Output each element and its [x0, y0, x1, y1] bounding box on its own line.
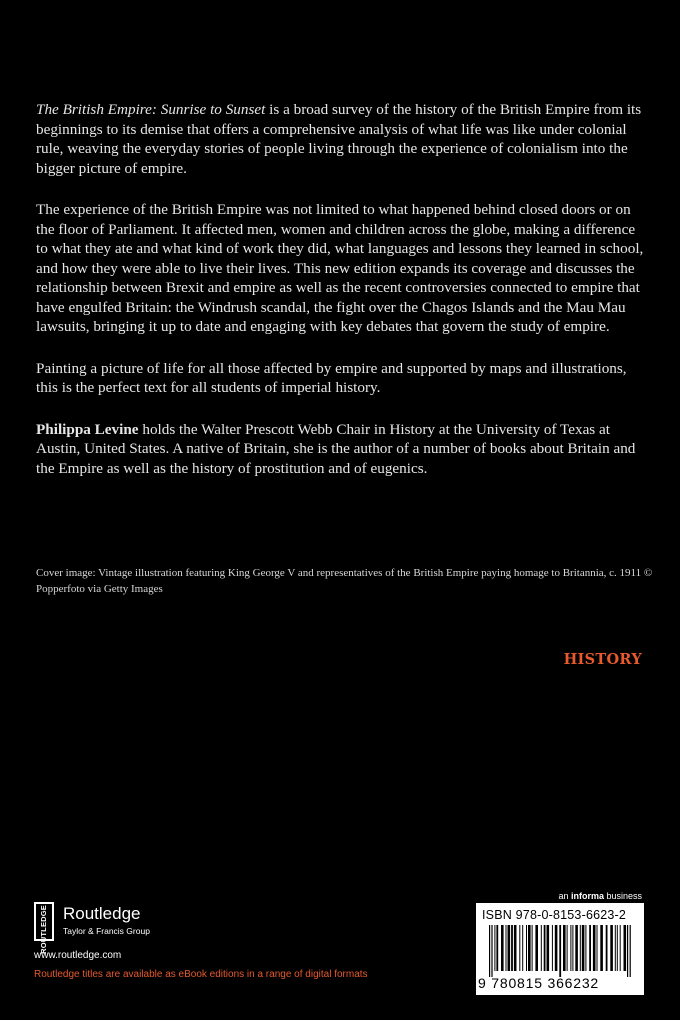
- blurb-paragraph-1-text: is a broad survey of the history of the British Empire from its beginnings to its demise that offers a comprehensive analysis of what life was like under colonial rule, weaving the everyday stories of people living through the experience of colonialism into the bigger picture of empire.: [36, 101, 642, 177]
- barcode-bar: [555, 925, 558, 971]
- blurb-paragraph-3: Painting a picture of life for all those affected by empire and supported by maps and illustrations, this is the perfect text for all students of imperial history.: [36, 359, 627, 396]
- barcode-bar: [617, 925, 618, 971]
- barcode-bar: [570, 925, 571, 971]
- barcode-bar: [506, 925, 507, 971]
- barcode-bar: [585, 925, 586, 971]
- isbn-label: ISBN 978-0-8153-6623-2: [482, 908, 627, 922]
- barcode-bar: [620, 925, 621, 971]
- blurb-paragraph-1: [36, 100, 648, 178]
- barcode-bar: [624, 925, 627, 971]
- barcode-bar: [552, 925, 553, 971]
- barcode-bar: [541, 925, 542, 971]
- informa-business-label: an informa business: [558, 891, 642, 901]
- barcode-bar: [615, 925, 616, 971]
- informa-wordmark: informa: [570, 891, 604, 901]
- barcode-bar: [496, 925, 498, 971]
- barcode-bar: [630, 925, 631, 977]
- barcode-bar: [501, 925, 504, 971]
- barcode-bar: [559, 925, 561, 977]
- barcode-bar: [491, 925, 492, 977]
- barcode-bar: [511, 925, 513, 971]
- author-bio: [36, 420, 648, 479]
- barcode-bar: [610, 925, 613, 971]
- publisher-group: Taylor & Francis Group: [63, 926, 150, 936]
- barcode-bars: [487, 925, 633, 977]
- barcode-bar: [597, 925, 598, 971]
- barcode-bar: [606, 925, 608, 971]
- publisher-website[interactable]: www.routledge.com: [34, 950, 122, 961]
- barcode-bar: [593, 925, 596, 971]
- barcode-bar: [575, 925, 578, 971]
- barcode-bar: [508, 925, 511, 971]
- barcode-bar: [535, 925, 538, 971]
- barcode-bar: [528, 925, 531, 971]
- subject-category: HISTORY: [563, 651, 642, 668]
- barcode-bar: [563, 925, 566, 971]
- author-name: Philippa Levine: [36, 420, 139, 438]
- barcode-digits: 9 780815 366232: [478, 975, 599, 991]
- author-bio-text: holds the Walter Prescott Webb Chair in History at the University of Texas at Austin, United States. A native of Britain, she is the author of a number of books about Britain and the Empire as well as the history of prostitution and of eugenics.: [36, 420, 636, 477]
- barcode-bar: [627, 925, 628, 977]
- barcode-bar: [532, 925, 533, 971]
- routledge-logo: [34, 902, 184, 954]
- blurb-paragraph-2: The experience of the British Empire was not limited to what happened behind closed doors or on the floor of Parliament. It affected men, women and children across the globe, making a difference to what they ate and what kind of work they did, what languages and lessons they learned in school, and how they were able to live their lives. This new edition expands its coverage and discusses the relationship between Brexit and empire as well as the recent controversies connected to empire that have engulfed Britain: the Windrush scandal, the fight over the Chagos Islands and the Mau Mau lawsuits, bringing it up to date and engaging with key debates that govern the study of empire.: [36, 201, 644, 335]
- back-cover-copy: [36, 100, 648, 500]
- barcode-bar: [519, 925, 520, 971]
- barcode-bar: [514, 925, 517, 971]
- barcode-bar: [489, 925, 490, 977]
- barcode-bar: [522, 925, 523, 971]
- book-title: The British Empire: Sunrise to Sunset: [36, 101, 266, 118]
- barcode-bar: [494, 925, 495, 971]
- ebook-note: Routledge titles are available as eBook editions in a range of digital formats: [34, 969, 368, 980]
- barcode-bar: [589, 925, 591, 971]
- logo-mark-text: ROUTLEDGE: [39, 905, 48, 954]
- barcode-bar: [547, 925, 550, 971]
- barcode-bar: [567, 925, 568, 971]
- publisher-name: Routledge: [63, 904, 141, 923]
- barcode-bar: [582, 925, 585, 971]
- barcode-bar: [600, 925, 603, 971]
- cover-image-credit: Cover image: Vintage illustration featuring King George V and representatives of the British Empire paying homage to Britannia, c. 1911 © Popperfoto via Getty Images: [36, 567, 653, 595]
- barcode-bar: [526, 925, 527, 971]
- isbn-barcode: [476, 903, 644, 995]
- barcode-bar: [544, 925, 546, 971]
- routledge-mark-icon: [34, 902, 54, 954]
- barcode-bar: [572, 925, 573, 971]
- barcode-bar: [580, 925, 581, 971]
